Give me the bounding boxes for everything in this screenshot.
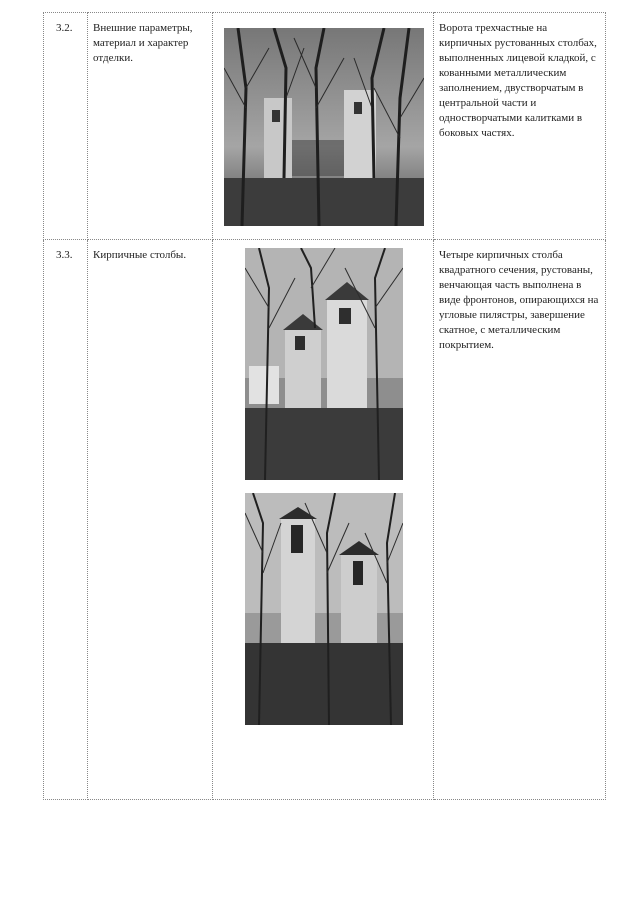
parameter-name: Внешние параметры, материал и характер отделки. [88,13,213,240]
monument-description-table [43,12,606,800]
brick-pillars-photo-1 [245,248,403,480]
photo-cell [213,240,434,800]
row-number: 3.2. [44,13,88,240]
photo-cell [213,13,434,240]
parameter-description: Ворота трехчастные на кирпичных рустованных столбах, выполненных лицевой кладкой, с кованными металлическим заполнением, двустворчатым в центральной части и одностворчатыми калитками в боковых частях. [434,13,606,240]
parameter-name: Кирпичные столбы. [88,240,213,800]
row-number: 3.3. [44,240,88,800]
gate-photo [224,28,424,226]
parameter-description: Четыре кирпичных столба квадратного сечения, рустованы, венчающая часть выполнена в виде фронтонов, опирающихся на угловые пилястры, завершение скатное, с металлическим покрытием. [434,240,606,800]
table-row [44,240,606,800]
table-row [44,13,606,240]
brick-pillars-photo-2 [245,493,403,725]
